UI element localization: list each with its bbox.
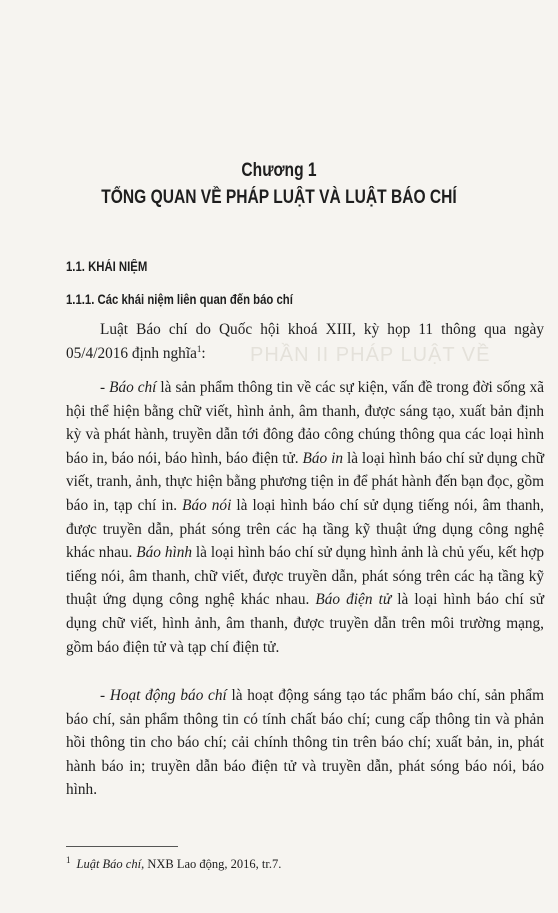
- text-segment: là hoạt động sáng tạo tác phẩm báo chí, sản phẩm báo chí, sản phẩm thông tin có tính chất báo chí; cung cấp thông tin và phản hồi thông tin cho báo chí; cải chính thông tin trên báo chí; xuất bản, in, phát hành báo in; truyền dẫn báo điện tử và truyền dẫn, phát sóng báo nói, báo hình.: [66, 687, 544, 799]
- term-bao-noi: Báo nói: [182, 496, 232, 514]
- term-bao-dien-tu: Báo điện tử: [315, 591, 392, 609]
- bullet-dash: -: [100, 687, 110, 704]
- term-bao-in: Báo in: [302, 449, 344, 467]
- intro-paragraph: [66, 318, 544, 365]
- text-segment: là loại hình báo chí sử dụng tiếng nói, âm thanh, được truyền dẫn, phát sóng trên các hạ tầng kỹ thuật ứng dụng công nghệ khác nhau.: [66, 496, 545, 562]
- term-bao-hinh: Báo hình: [136, 544, 193, 562]
- footnote-divider: [66, 846, 178, 847]
- term-hoat-dong-bao-chi: Hoạt động báo chí: [109, 687, 227, 704]
- section-heading: 1.1. KHÁI NIỆM: [66, 259, 148, 274]
- footnote: [66, 855, 281, 872]
- footnote-ref: 1: [196, 343, 202, 354]
- footnote-number: 1: [66, 855, 71, 865]
- intro-end: :: [201, 344, 206, 362]
- subsection-heading: 1.1.1. Các khái niệm liên quan đến báo chí: [66, 292, 293, 307]
- bullet-dash: -: [100, 379, 110, 396]
- background-watermark: PHẦN II PHÁP LUẬT VỀ: [250, 344, 491, 366]
- text-segment: là sản phẩm thông tin về các sự kiện, vấn đề trong đời sống xã hội thể hiện bằng chữ viết, hình ảnh, âm thanh, được sáng tạo, xuất bản định kỳ và phát hành, truyền dẫn tới đông đảo công chúng thông qua các loại hình báo in, báo nói, báo hình, báo điện tử.: [66, 379, 545, 467]
- text-segment: là loại hình báo chí sử dụng hình ảnh là chủ yếu, kết hợp tiếng nói, âm thanh, chữ viết, được truyền dẫn, phát sóng trên các hạ tầng kỹ thuật ứng dụng công nghệ khác nhau.: [66, 544, 544, 609]
- term-bao-chi: Báo chí: [109, 379, 157, 396]
- footnote-rest: , NXB Lao động, 2016, tr.7.: [141, 857, 282, 872]
- definition-paragraph-hoat-dong: [66, 684, 544, 802]
- text-segment: là loại hình báo chí sử dụng chữ viết, tranh, ảnh, thực hiện bằng phương tiện in để phát hành đến bạn đọc, gồm báo in, tạp chí in.: [66, 449, 544, 514]
- footnote-source: Luật Báo chí: [76, 857, 142, 872]
- definition-paragraph-bao-chi: [66, 376, 544, 659]
- text-segment: là loại hình báo chí sử dụng chữ viết, hình ảnh, âm thanh, được truyền dẫn trên môi trường mạng, gồm báo điện tử và tạp chí điện tử.: [66, 591, 544, 656]
- intro-text: Luật Báo chí do Quốc hội khoá XIII, kỳ họp 11 thông qua ngày 05/4/2016 định nghĩa: [66, 321, 544, 362]
- chapter-title: TỔNG QUAN VỀ PHÁP LUẬT VÀ LUẬT BÁO CHÍ: [101, 187, 457, 208]
- chapter-number: Chương 1: [241, 160, 317, 181]
